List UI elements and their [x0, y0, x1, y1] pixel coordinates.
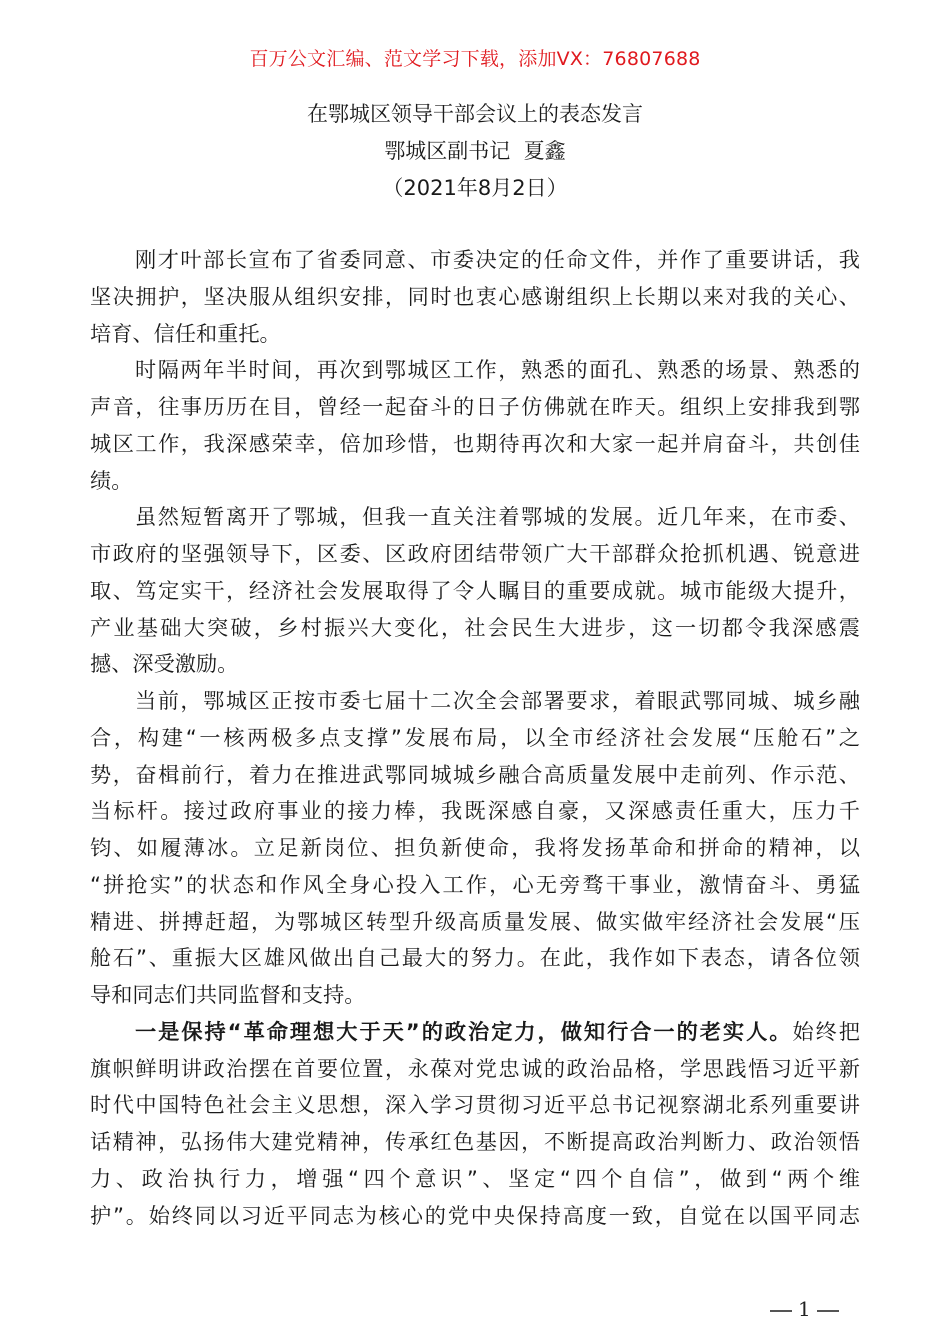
paragraph-3 — [90, 499, 860, 683]
document-date: （2021年8月2日） — [382, 176, 568, 200]
paragraph-line: 绩。 — [90, 467, 133, 493]
paragraph-line: 钧、如履薄冰。立足新岗位、担负新使命，我将发扬革命和拼命的精神，以 — [90, 835, 860, 860]
paragraph-line — [90, 1014, 860, 1051]
paragraph-line: 取、笃定实干，经济社会发展取得了令人瞩目的重要成就。城市能级大提升， — [90, 577, 860, 603]
paragraph-line: 刚才叶部长宣布了省委同意、市委决定的任命文件，并作了重要讲话，我 — [135, 247, 860, 272]
paragraph-line: 旗帜鲜明讲政治摆在首要位置，永葆对党忠诚的政治品格，学思践悟习近平新 — [90, 1055, 860, 1081]
paragraph-line: 撼、深受激励。 — [90, 651, 239, 677]
title-block — [0, 96, 950, 207]
dash-decoration — [770, 1310, 792, 1312]
section-heading: 一是保持“革命理想大于天”的政治定力，做知行合一的老实人。 — [135, 1018, 793, 1044]
document-title: 在鄂城区领导干部会议上的表态发言 — [307, 102, 643, 126]
paragraph-line: 时隔两年半时间，再次到鄂城区工作，熟悉的面孔、熟悉的场景、熟悉的 — [135, 357, 860, 383]
watermark-banner: 百万公文汇编、范文学习下载，添加VX：76807688 — [249, 48, 701, 70]
page-number: 1 — [798, 1297, 811, 1321]
paragraph-line: 护”。始终同以习近平同志为核心的党中央保持高度一致，自觉在以国平同志 — [90, 1202, 860, 1228]
paragraph-line: 虽然短暂离开了鄂城，但我一直关注着鄂城的发展。近几年来，在市委、 — [135, 504, 860, 530]
paragraph-line: 当标杆。接过政府事业的接力棒，我既深感自豪，又深感责任重大，压力千 — [90, 798, 860, 824]
paragraph-line: 市政府的坚强领导下，区委、区政府团结带领广大干部群众抢抓机遇、锐意进 — [90, 541, 860, 566]
paragraph-2 — [90, 352, 860, 499]
paragraph-1 — [90, 242, 860, 352]
document-body — [90, 242, 860, 1234]
document-author: 鄂城区副书记 夏鑫 — [384, 139, 566, 163]
paragraph-line: 力、政治执行力，增强“四个意识”、坚定“四个自信”，做到“两个维 — [90, 1165, 860, 1191]
paragraph-line: 坚决拥护，坚决服从组织安排，同时也衷心感谢组织上长期以来对我的关心、 — [90, 283, 860, 309]
paragraph-line: 当前，鄂城区正按市委七届十二次全会部署要求，着眼武鄂同城、城乡融 — [135, 688, 860, 713]
paragraph-line: 合，构建“一核两极多点支撑”发展布局，以全市经济社会发展“压舱石”之 — [90, 724, 860, 750]
paragraph-line: 声音，往事历历在目，曾经一起奋斗的日子仿佛就在昨天。组织上安排我到鄂 — [90, 394, 860, 419]
paragraph-text: 始终把 — [792, 1018, 860, 1044]
paragraph-line: 导和同志们共同监督和支持。 — [90, 982, 366, 1007]
paragraph-line: 培育、信任和重托。 — [90, 320, 281, 346]
dash-decoration — [817, 1310, 839, 1312]
paragraph-line: “拼抢实”的状态和作风全身心投入工作，心无旁骛干事业，激情奋斗、勇猛 — [90, 871, 860, 897]
paragraph-line: 势，奋楫前行，着力在推进武鄂同城城乡融合高质量发展中走前列、作示范、 — [90, 761, 860, 787]
paragraph-line: 话精神，弘扬伟大建党精神，传承红色基因，不断提高政治判断力、政治领悟 — [90, 1129, 860, 1154]
page-footer — [764, 1296, 845, 1322]
paragraph-line: 时代中国特色社会主义思想，深入学习贯彻习近平总书记视察湖北系列重要讲 — [90, 1092, 860, 1118]
paragraph-4 — [90, 683, 860, 1014]
paragraph-line: 精进、拼搏赶超，为鄂城区转型升级高质量发展、做实做牢经济社会发展“压 — [90, 908, 860, 934]
paragraph-line: 城区工作，我深感荣幸，倍加珍惜，也期待再次和大家一起并肩奋斗，共创佳 — [90, 430, 860, 456]
paragraph-5 — [90, 1014, 860, 1235]
paragraph-line: 产业基础大突破，乡村振兴大变化，社会民生大进步，这一切都令我深感震 — [90, 614, 860, 640]
paragraph-line: 舱石”、重振大区雄风做出自己最大的努力。在此，我作如下表态，请各位领 — [90, 945, 860, 971]
